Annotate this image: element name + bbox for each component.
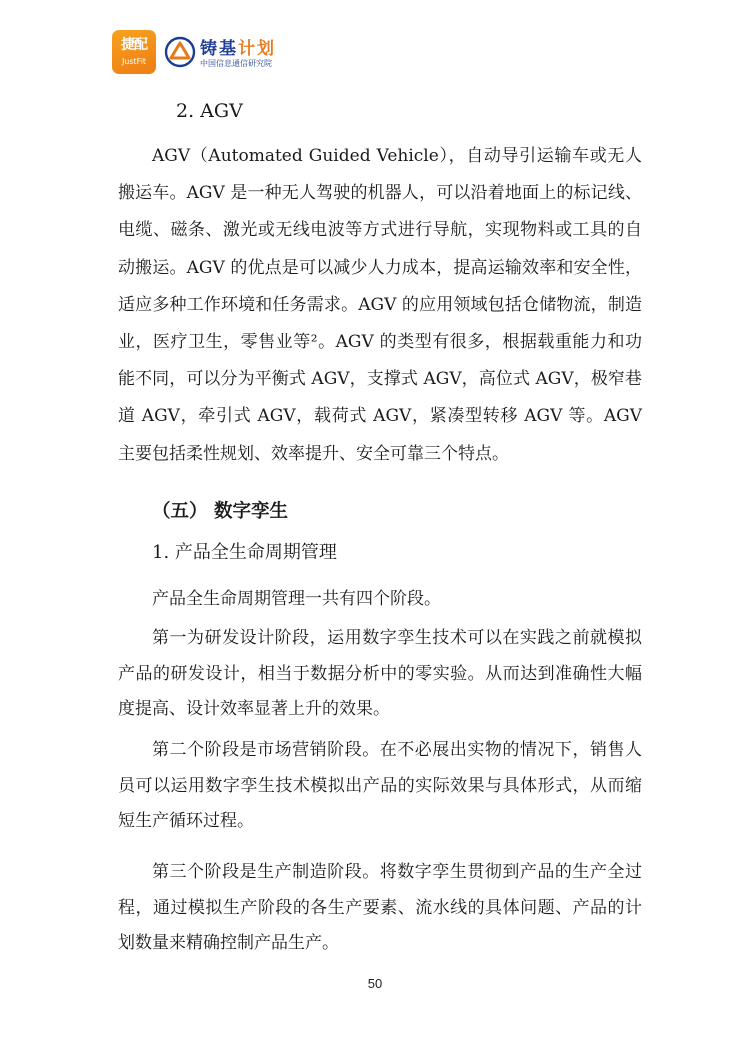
zhuji-logo-title [200, 34, 276, 59]
paragraph-stage-design: 第一为研发设计阶段，运用数字孪生技术可以在实践之前就模拟产品的研发设计，相当于数据分析中的零实验。从而达到准确性大幅度提高、设计效率显著上升的效果。 [118, 628, 642, 719]
justfit-logo [112, 30, 156, 74]
page-header [112, 30, 332, 74]
zhuji-logo-subtitle: 中国信息通信研究院 [200, 59, 272, 68]
paragraph-stage-manufacturing: 第三个阶段是生产制造阶段。将数字孪生贯彻到产品的生产全过程，通过模拟生产阶段的各生产要素、流水线的具体问题、产品的计划数量来精确控制产品生产。 [118, 862, 642, 953]
digital-twin-heading: （五） 数字孪生 [152, 501, 288, 522]
paragraph-stages-intro: 产品全生命周期管理一共有四个阶段。 [152, 589, 441, 609]
page-number: 50 [367, 976, 383, 991]
agv-paragraph: AGV（Automated Guided Vehicle），自动导引运输车或无人搬运车。AGV 是一种无人驾驶的机器人，可以沿着地面上的标记线、电缆、磁条、激光或无线电波等方式进行导航，实现物料或工具的自动搬运。AGV 的优点是可以减少人力成本，提高运输效率和安全性，适应多种工作环境和任务需求。AGV 的应用领域包括仓储物流，制造业，医疗卫生，零售业等²。AGV 的类型有很多，根据载重能力和功能不同，可以分为平衡式 AGV，支撑式 AGV，高位式 AGV，极窄巷道 AGV，牵引式 AGV，载荷式 AGV，紧凑型转移 AGV 等。AGV 主要包括柔性规划、效率提升、安全可靠三个特点。 [118, 146, 642, 464]
justfit-logo-cn: 捷配 [121, 37, 147, 53]
zhuji-logo-icon [164, 36, 196, 68]
zhuji-logo-title-main: 铸基 [200, 39, 238, 59]
justfit-logo-en: JustFit [121, 57, 147, 66]
agv-heading: 2. AGV [176, 100, 243, 122]
paragraph-stage-marketing: 第二个阶段是市场营销阶段。在不必展出实物的情况下，销售人员可以运用数字孪生技术模拟出产品的实际效果与具体形式，从而缩短生产循环过程。 [118, 740, 642, 831]
lifecycle-subheading: 1. 产品全生命周期管理 [152, 542, 337, 563]
zhuji-logo-title-accent: 计划 [238, 39, 276, 59]
